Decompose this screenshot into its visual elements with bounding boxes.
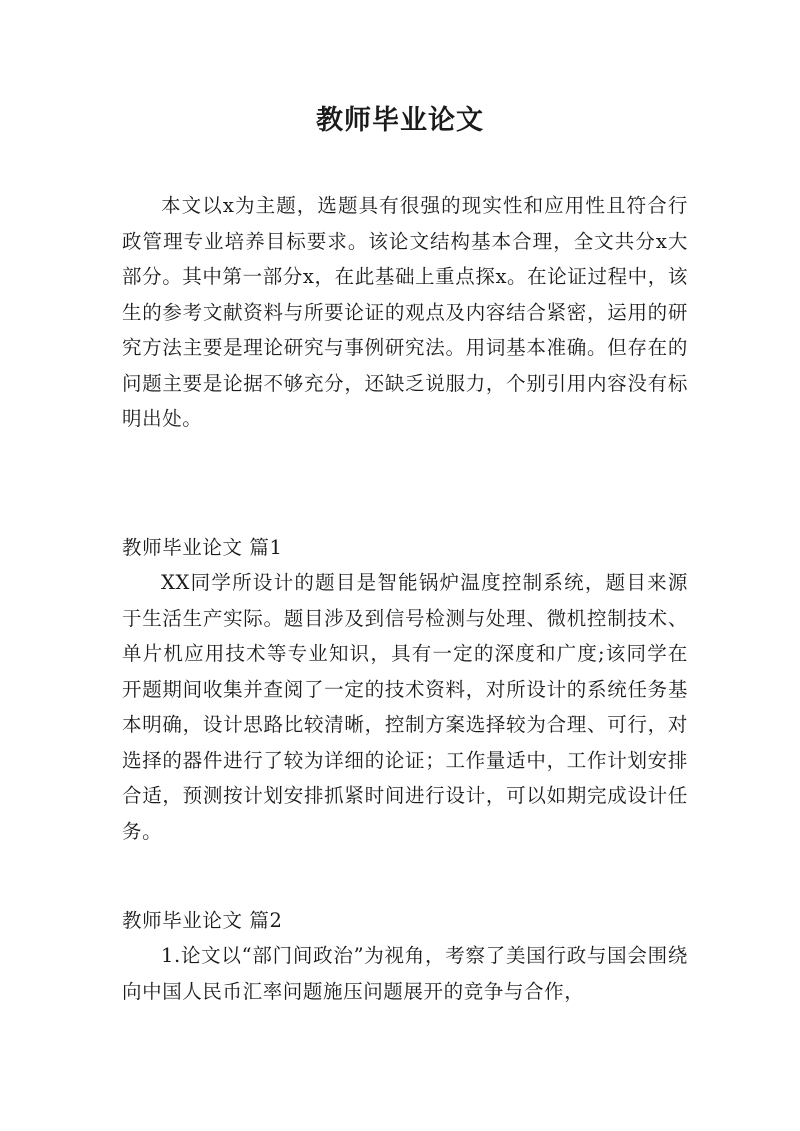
section-paragraph-2: 1.论文以“部门间政治”为视角，考察了美国行政与国会围绕向中国人民币汇率问题施压问题展开的竞争与合作， [122, 944, 688, 1003]
page-title: 教师毕业论文 [316, 105, 484, 136]
section-heading-2: 教师毕业论文 篇2 [122, 909, 283, 932]
intro-paragraph: 本文以x为主题，选题具有很强的现实性和应用性且符合行政管理专业培养目标要求。该论文结构基本合理，全文共分x大部分。其中第一部分x，在此基础上重点探x。在论证过程中，该生的参考文献资料与所要论证的观点及内容结合紧密，运用的研究方法主要是理论研究与事例研究法。用词基本准确。但存在的问题主要是论据不够充分，还缺乏说服力，个别引用内容没有标明出处。 [122, 194, 688, 430]
section-paragraph-1: XX同学所设计的题目是智能锅炉温度控制系统，题目来源于生活生产实际。题目涉及到信号检测与处理、微机控制技术、单片机应用技术等专业知识，具有一定的深度和广度;该同学在开题期间收集并查阅了一定的技术资料，对所设计的系统任务基本明确，设计思路比较清晰，控制方案选择较为合理、可行，对选择的器件进行了较为详细的论证；工作量适中，工作计划安排合适，预测按计划安排抓紧时间进行设计，可以如期完成设计任务。 [122, 571, 688, 843]
section-heading-1: 教师毕业论文 篇1 [122, 536, 283, 559]
